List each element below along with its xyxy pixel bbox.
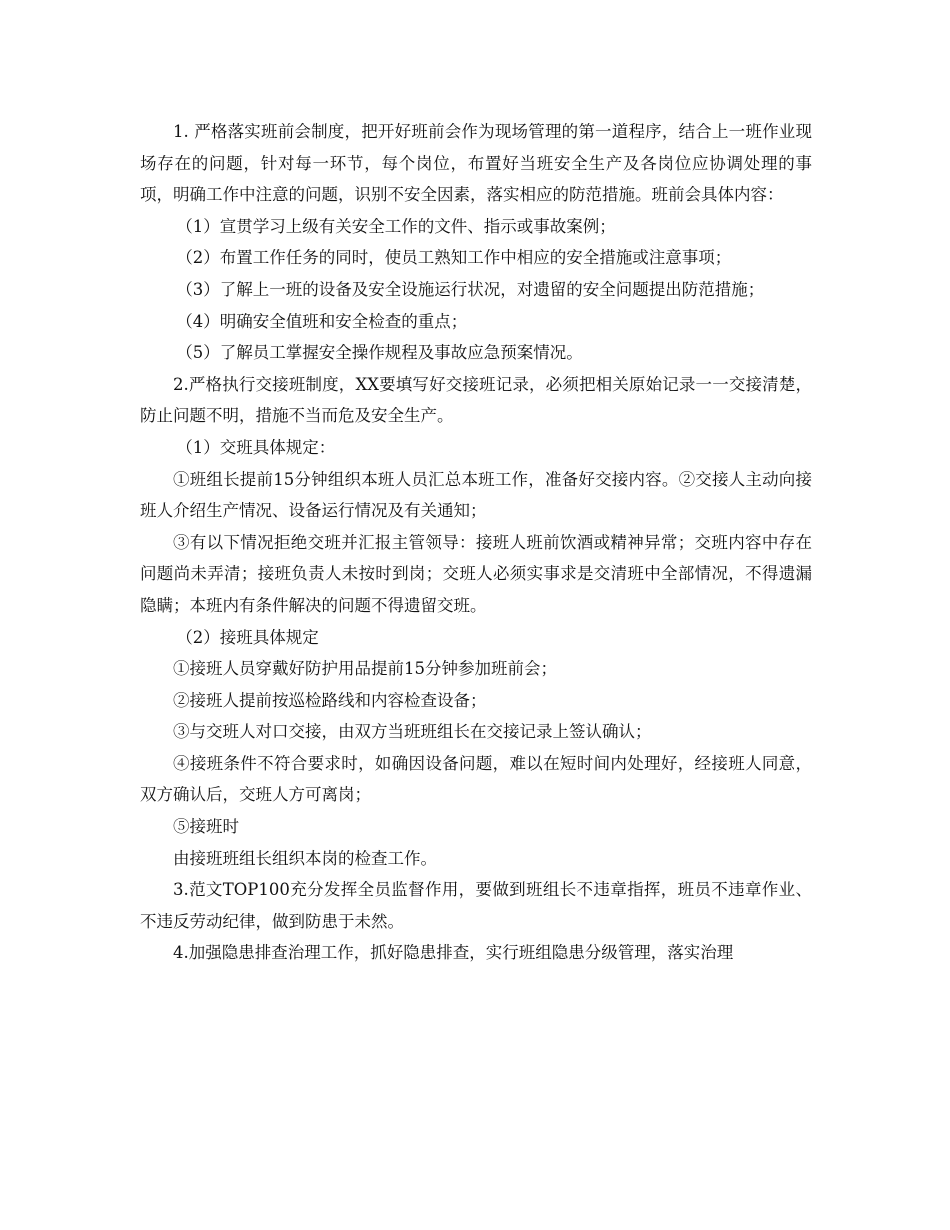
takeover-rule-4: ④接班条件不符合要求时，如确因设备问题，难以在短时间内处理好，经接班人同意，双方确认后，交班人方可离岗； bbox=[140, 753, 812, 805]
takeover-rule-3: ③与交班人对口交接，由双方当班班组长在交接记录上签认确认； bbox=[173, 722, 652, 742]
handover-rule-1-2: ①班组长提前15分钟组织本班人员汇总本班工作，准备好交接内容。②交接人主动向接班人介绍生产情况、设备运行情况及有关通知； bbox=[140, 469, 812, 521]
takeover-rule-2: ②接班人提前按巡检路线和内容检查设备； bbox=[173, 690, 487, 710]
paragraph-4: 4.加强隐患排查治理工作，抓好隐患排查，实行班组隐患分级管理，落实治理 bbox=[173, 943, 734, 963]
paragraph-2: 2.严格执行交接班制度，XX要填写好交接班记录，必须把相关原始记录一一交接清楚，防止问题不明，措施不当而危及安全生产。 bbox=[140, 374, 812, 426]
document-body bbox=[140, 116, 812, 969]
paragraph-1: 1. 严格落实班前会制度，把开好班前会作为现场管理的第一道程序，结合上一班作业现场存在的问题，针对每一环节，每个岗位，布置好当班安全生产及各岗位应协调处理的事项，明确工作中注意的问题，识别不安全因素，落实相应的防范措施。班前会具体内容： bbox=[140, 122, 812, 205]
paragraph-1-item-3: （3）了解上一班的设备及安全设施运行状况，对遗留的安全问题提出防范措施； bbox=[176, 279, 765, 299]
takeover-rules-heading: （2）接班具体规定 bbox=[176, 627, 319, 647]
handover-rules-heading: （1）交班具体规定： bbox=[176, 437, 336, 457]
handover-rule-3: ③有以下情况拒绝交班并汇报主管领导：接班人班前饮酒或精神异常；交班内容中存在问题尚未弄清；接班负责人未按时到岗；交班人必须实事求是交清班中全部情况，不得遗漏隐瞒；本班内有条件解决的问题不得遗留交班。 bbox=[140, 532, 812, 615]
takeover-rule-1: ①接班人员穿戴好防护用品提前15分钟参加班前会； bbox=[173, 659, 557, 679]
paragraph-1-item-1: （1）宣贯学习上级有关安全工作的文件、指示或事故案例； bbox=[176, 216, 616, 236]
paragraph-3: 3.范文TOP100充分发挥全员监督作用，要做到班组长不违章指挥，班员不违章作业、不违反劳动纪律，做到防患于未然。 bbox=[140, 880, 812, 931]
paragraph-1-item-4: （4）明确安全值班和安全检查的重点； bbox=[176, 311, 468, 331]
takeover-rule-5: ⑤接班时 bbox=[173, 817, 239, 837]
takeover-rule-5-continued: 由接班班组长组织本岗的检查工作。 bbox=[173, 848, 437, 868]
paragraph-1-item-2: （2）布置工作任务的同时，使员工熟知工作中相应的安全措施或注意事项； bbox=[176, 248, 732, 268]
paragraph-1-item-5: （5）了解员工掌握安全操作规程及事故应急预案情况。 bbox=[176, 343, 583, 363]
